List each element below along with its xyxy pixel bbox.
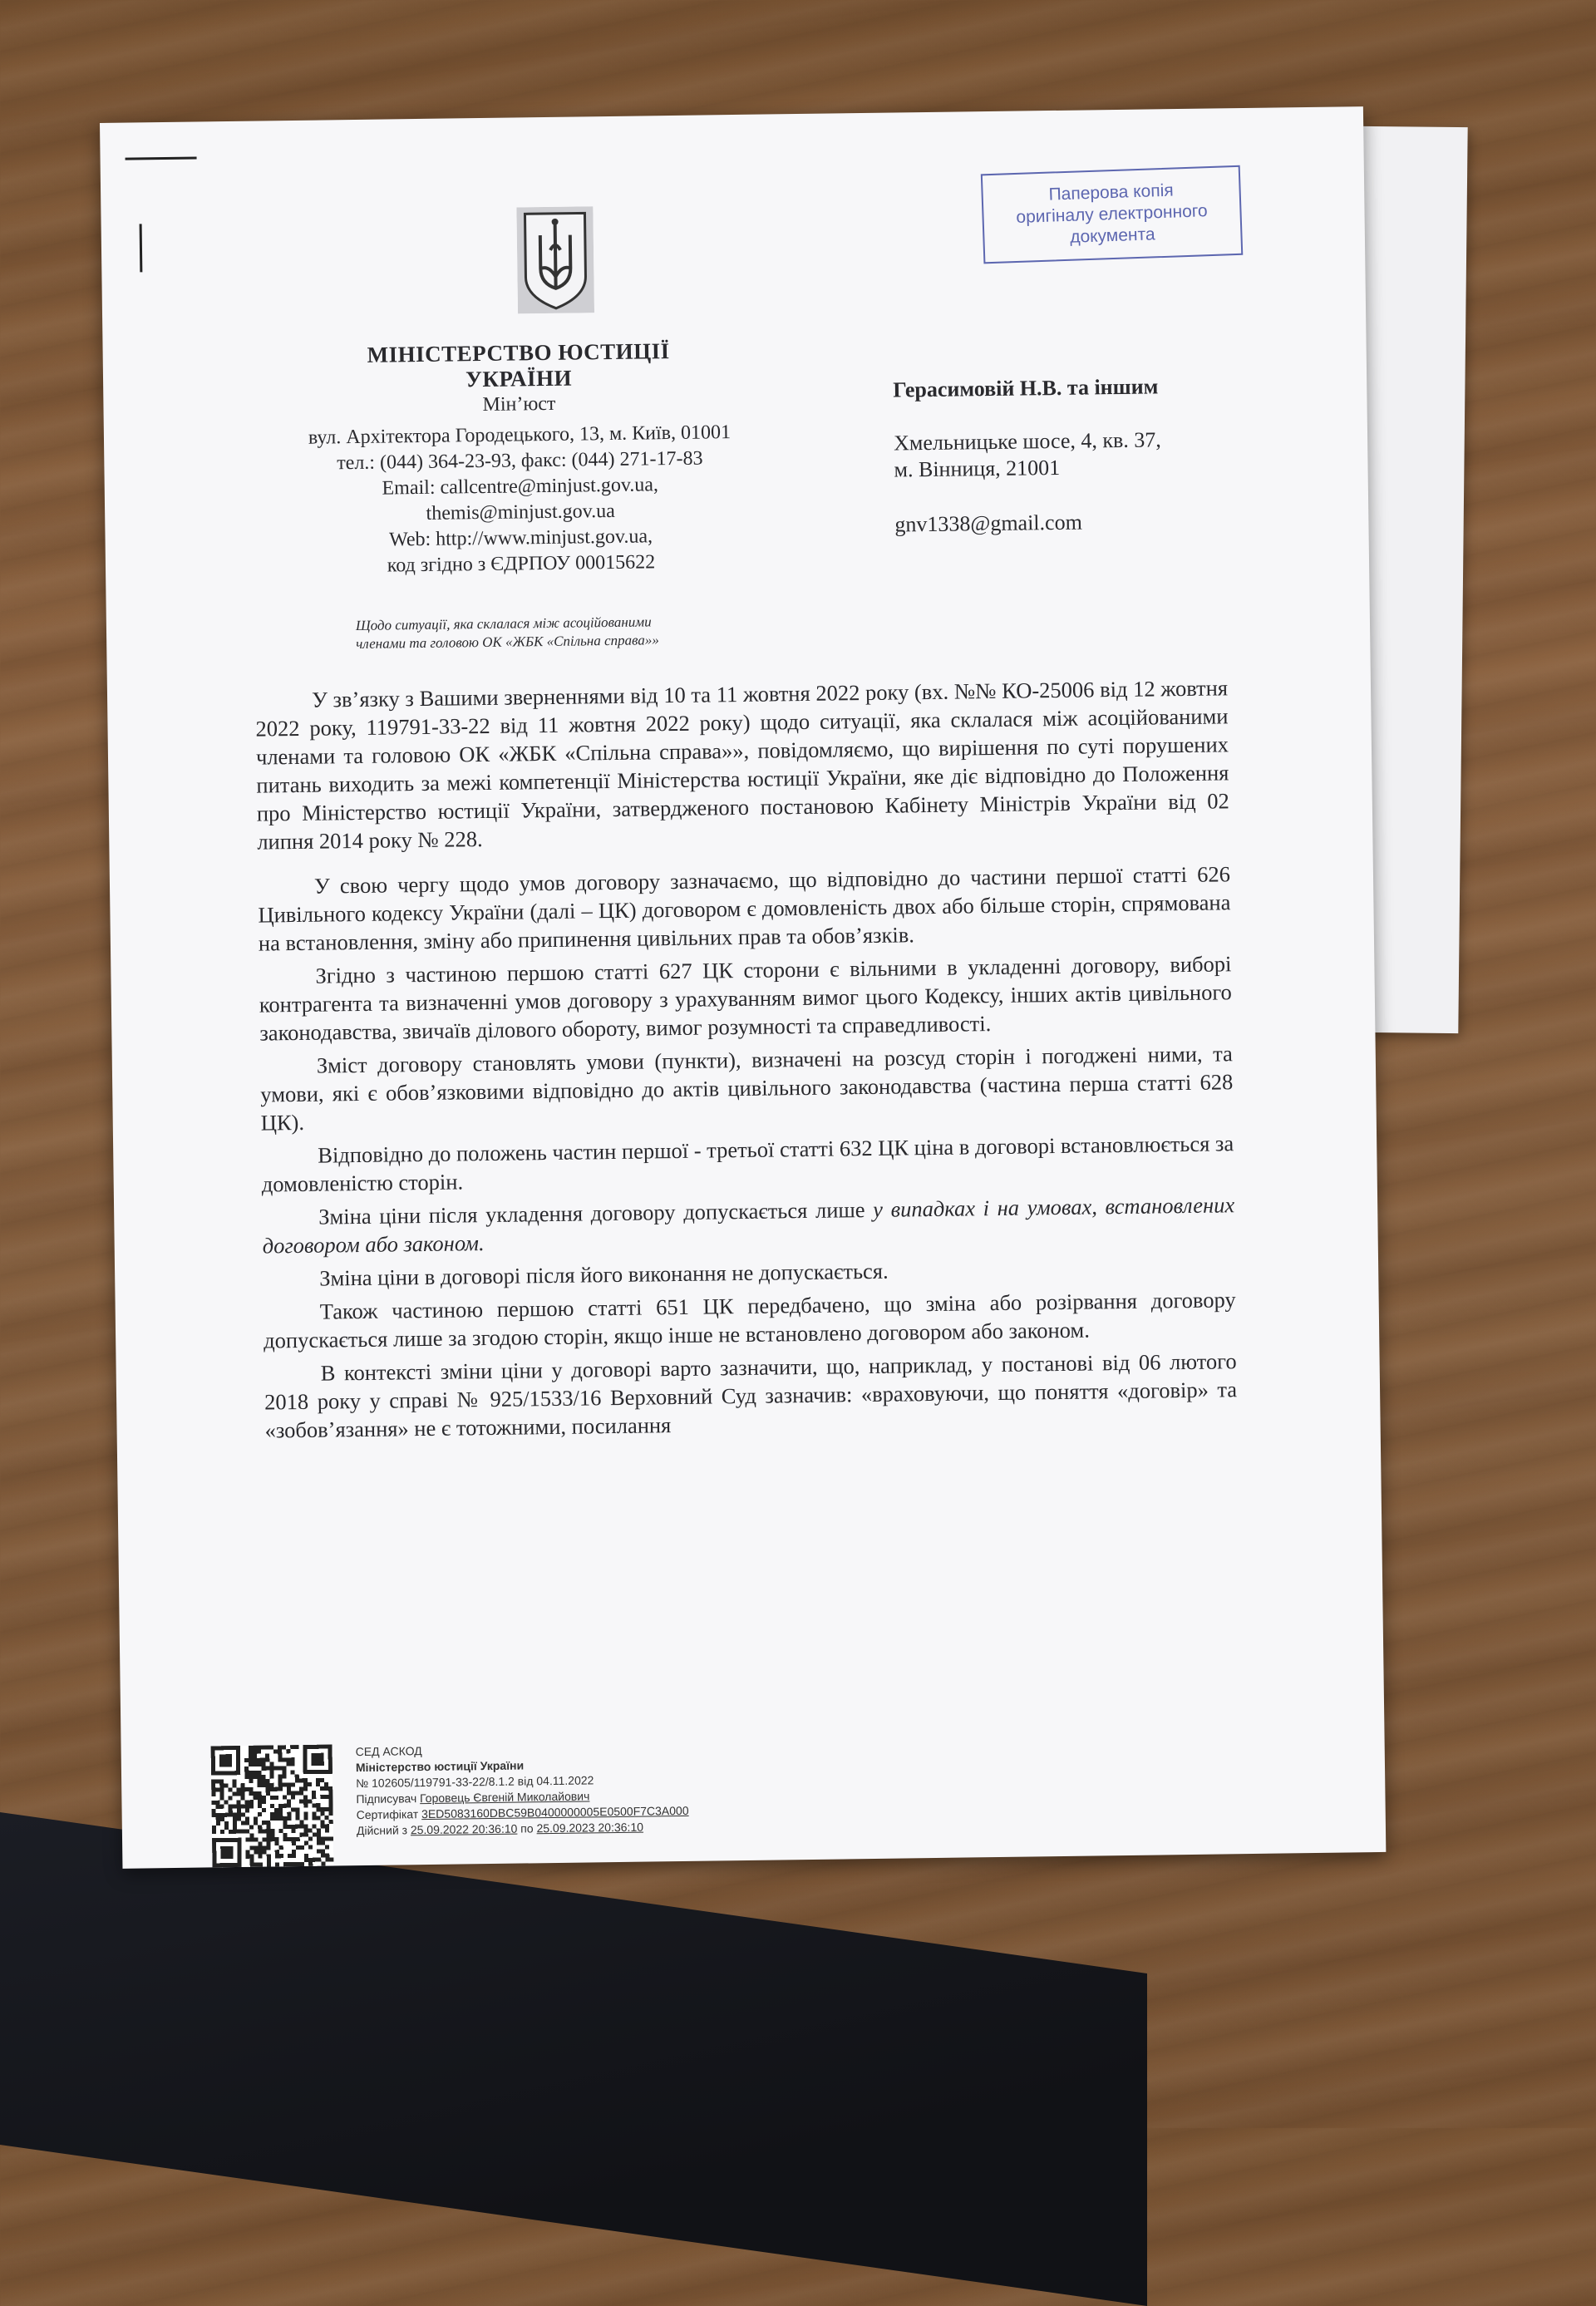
- cert-label: Сертифікат: [356, 1807, 422, 1822]
- ministry-email-2: themis@minjust.gov.ua: [426, 500, 615, 525]
- ministry-phones: тел.: (044) 364-23-93, факс: (044) 271-17-83: [337, 447, 703, 475]
- addressee-email: gnv1338@gmail.com: [894, 510, 1082, 537]
- registration-mark-vertical: [140, 224, 143, 272]
- ministry-address: вул. Архітектора Городецького, 13, м. Київ, 01001: [308, 421, 732, 449]
- ministry-letterhead: [268, 338, 771, 581]
- signature-system: СЕД АСКОД: [355, 1744, 422, 1759]
- paragraph-6-emphasis: у випадках і на умовах, встановлених договором або законом.: [262, 1192, 1235, 1259]
- paragraph-5: Відповідно до положень частин першої - третьої статті 632 ЦК ціна в договорі встановлюється за домовленістю сторін.: [261, 1131, 1234, 1197]
- paragraph-1: У зв’язку з Вашими зверненнями від 10 та 11 жовтня 2022 року (вх. №№ КО-25006 від 12 жовтня 2022 року, 119791-33-22 від 11 жовтня 2022 року) щодо ситуації, яка склалася між асоційованими членами та головою ОК «ЖБК «Спільна справа»», повідомляємо, що вирішення по суті порушених питань виходить за межі компетенції Міністерства юстиції України, яке діє відповідно до Положення про Міністерство юстиції України, затвердженого постановою Кабінету Міністрів України від 02 липня 2014 року № 228.: [255, 675, 1229, 855]
- letter-subject: [356, 611, 789, 653]
- paragraph-2: У свою чергу щодо умов договору зазначаємо, що відповідно до частини першої статті 626 Цивільного кодексу України (далі – ЦК) договором є домовленість двох або більше сторін, спрямована на встановлення, зміну або припинення цивільних прав та обов’язків.: [258, 861, 1231, 956]
- paragraph-9: В контексті зміни ціни у договорі варто зазначити, що, наприклад, у постанові від 06 лютого 2018 року у справі № 925/1533/16 Верховний Суд зазначив: «враховуючи, що поняття «договір» та «зобов’язання» не є тотожними, посилання: [264, 1348, 1238, 1443]
- addressee-city: м. Вінниця, 21001: [894, 455, 1061, 482]
- subject-line-1: Щодо ситуації, яка склалася між асоційованими: [355, 613, 652, 634]
- addressee-name: Герасимовій Н.В. та іншим: [893, 374, 1159, 402]
- ministry-name-line-2: УКРАЇНИ: [465, 365, 573, 392]
- paragraph-4: Зміст договору становлять умови (пункти), визначені на розсуд сторін і погоджені ними, та умови, які є обов’язковими відповідно до актів цивільного законодавства (частина перша статті 628 ЦК).: [260, 1041, 1234, 1136]
- ministry-code: код згідно з ЄДРПОУ 00015622: [387, 551, 656, 577]
- paragraph-6-text: Зміна ціни після укладення договору допускається лише: [318, 1196, 874, 1229]
- signature-number: № 102605/119791-33-22/8.1.2 від 04.11.2022: [356, 1773, 594, 1791]
- valid-to: 25.09.2023 20:36:10: [536, 1820, 644, 1835]
- signer-name: Горовець Євгеній Миколайович: [419, 1789, 590, 1806]
- e-signature-block: [356, 1738, 822, 1839]
- ministry-short-name: Мін’юст: [482, 392, 556, 416]
- valid-to-label: по: [517, 1821, 537, 1835]
- cert-value: 3ED5083160DBC59B0400000005E0500F7C3A000: [421, 1803, 689, 1821]
- paragraph-8: Також частиною першою статті 651 ЦК передбачено, що зміна або розірвання договору допускається лише за згодою сторін, якщо інше не встановлено договором або законом.: [263, 1287, 1236, 1353]
- addressee-street: Хмельницьке шосе, 4, кв. 37,: [893, 427, 1161, 456]
- signature-organization: Міністерство юстиції України: [355, 1758, 525, 1775]
- stamp-line-3: документа: [1069, 224, 1155, 247]
- valid-label: Дійсний з: [356, 1823, 411, 1838]
- addressee-block: [893, 372, 1278, 539]
- ministry-web: Web: http://www.minjust.gov.ua,: [388, 525, 653, 551]
- table-shadow-area: [0, 1812, 1147, 2306]
- ministry-name-line-1: МІНІСТЕРСТВО ЮСТИЦІЇ: [367, 338, 670, 367]
- qr-code-icon: [211, 1745, 334, 1868]
- stamp-line-1: Паперова копія: [1048, 180, 1175, 204]
- coat-of-arms-icon: [516, 206, 594, 313]
- paragraph-7: Зміна ціни в договорі після його виконання не допускається.: [319, 1258, 889, 1291]
- paragraph-3: Згідно з частиною першою статті 627 ЦК сторони є вільними в укладенні договору, виборі контрагента та визначенні умов договору з урахуванням вимог цього Кодексу, інших актів цивільного законодавства, звичаїв ділового обороту, вимог розумності та справедливості.: [259, 951, 1232, 1046]
- paragraph-6: [262, 1190, 1235, 1259]
- ministry-email-1: Email: callcentre@minjust.gov.ua,: [382, 474, 659, 500]
- registration-mark: [126, 156, 197, 160]
- subject-line-2: членами та головою ОК «ЖБК «Спільна справа»»: [356, 632, 659, 653]
- signer-label: Підписувач: [356, 1791, 421, 1806]
- letter-page: [100, 106, 1386, 1869]
- stamp-line-2: оригіналу електронного: [1016, 201, 1209, 227]
- valid-from: 25.09.2022 20:36:10: [410, 1821, 518, 1837]
- letter-body: [255, 673, 1238, 1449]
- copy-stamp: [981, 165, 1243, 264]
